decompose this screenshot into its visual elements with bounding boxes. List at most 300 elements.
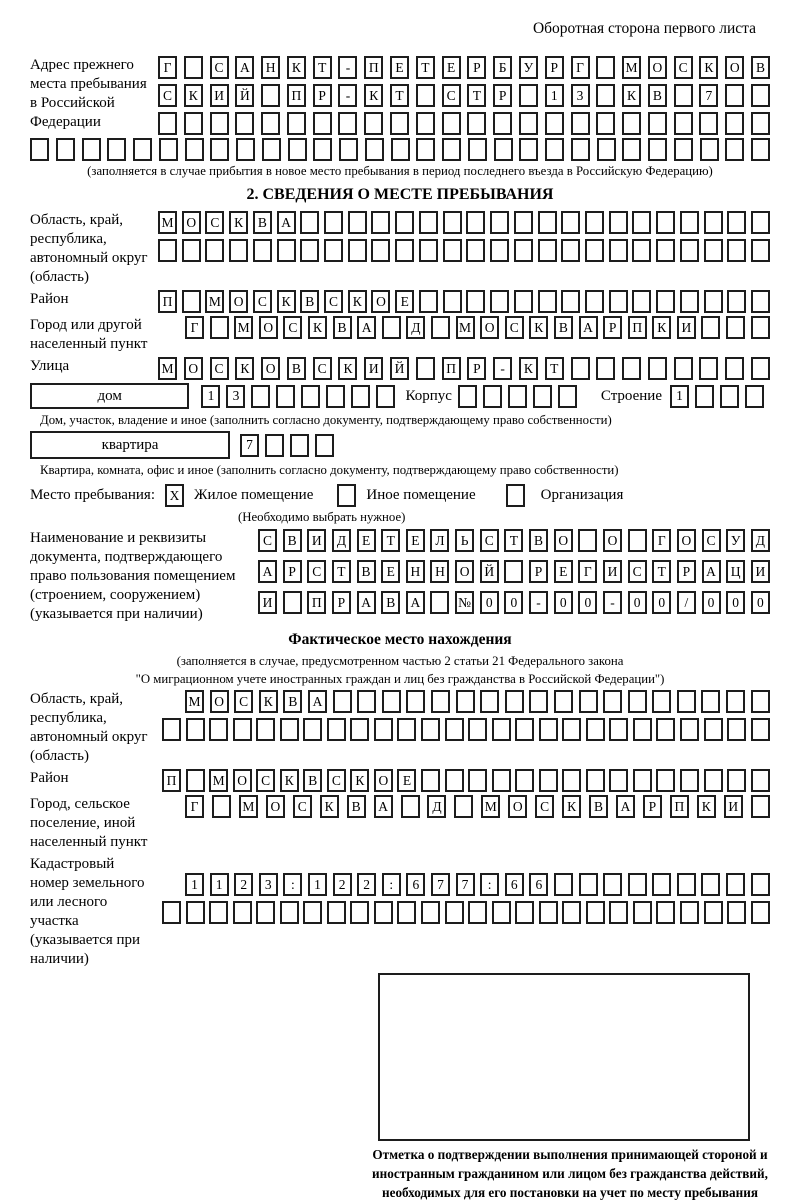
char-cell[interactable]: М bbox=[456, 316, 475, 339]
char-cell[interactable] bbox=[751, 357, 770, 380]
char-cell[interactable] bbox=[350, 718, 369, 741]
char-cell[interactable] bbox=[720, 385, 739, 408]
char-cell[interactable] bbox=[313, 112, 332, 135]
char-cell[interactable]: 0 bbox=[726, 591, 745, 614]
char-cell[interactable] bbox=[466, 290, 485, 313]
char-cell[interactable] bbox=[727, 211, 746, 234]
char-cell[interactable] bbox=[419, 211, 438, 234]
char-cell[interactable] bbox=[376, 385, 395, 408]
char-cell[interactable]: 2 bbox=[333, 873, 352, 896]
char-cell[interactable] bbox=[519, 138, 538, 161]
char-cell[interactable]: Г bbox=[571, 56, 590, 79]
char-cell[interactable] bbox=[504, 560, 523, 583]
char-cell[interactable] bbox=[431, 690, 450, 713]
char-cell[interactable]: Е bbox=[357, 529, 376, 552]
char-cell[interactable]: 7 bbox=[431, 873, 450, 896]
char-cell[interactable] bbox=[539, 718, 558, 741]
char-cell[interactable]: У bbox=[519, 56, 538, 79]
char-cell[interactable]: С bbox=[628, 560, 647, 583]
char-cell[interactable]: П bbox=[364, 56, 383, 79]
char-cell[interactable] bbox=[468, 718, 487, 741]
char-cell[interactable]: Й bbox=[480, 560, 499, 583]
char-cell[interactable]: В bbox=[381, 591, 400, 614]
char-cell[interactable]: П bbox=[442, 357, 461, 380]
char-cell[interactable]: Е bbox=[390, 56, 409, 79]
char-cell[interactable] bbox=[751, 290, 770, 313]
char-cell[interactable] bbox=[561, 290, 580, 313]
char-cell[interactable] bbox=[609, 239, 628, 262]
char-cell[interactable]: А bbox=[374, 795, 393, 818]
char-cell[interactable]: - bbox=[338, 56, 357, 79]
char-cell[interactable] bbox=[704, 211, 723, 234]
char-cell[interactable]: С bbox=[535, 795, 554, 818]
char-cell[interactable] bbox=[327, 718, 346, 741]
char-cell[interactable]: Р bbox=[677, 560, 696, 583]
char-cell[interactable] bbox=[726, 316, 745, 339]
char-cell[interactable]: № bbox=[455, 591, 474, 614]
char-cell[interactable] bbox=[579, 873, 598, 896]
char-cell[interactable]: О bbox=[374, 769, 393, 792]
char-cell[interactable] bbox=[327, 901, 346, 924]
char-cell[interactable]: - bbox=[603, 591, 622, 614]
char-cell[interactable]: О bbox=[480, 316, 499, 339]
char-cell[interactable] bbox=[751, 795, 770, 818]
char-cell[interactable] bbox=[374, 718, 393, 741]
char-cell[interactable]: У bbox=[726, 529, 745, 552]
char-cell[interactable] bbox=[596, 112, 615, 135]
char-cell[interactable]: И bbox=[751, 560, 770, 583]
char-cell[interactable]: Г bbox=[652, 529, 671, 552]
char-cell[interactable] bbox=[261, 112, 280, 135]
char-cell[interactable]: С bbox=[234, 690, 253, 713]
char-cell[interactable] bbox=[751, 901, 770, 924]
char-cell[interactable]: 2 bbox=[357, 873, 376, 896]
char-cell[interactable] bbox=[82, 138, 101, 161]
char-cell[interactable]: К bbox=[287, 56, 306, 79]
char-cell[interactable]: : bbox=[382, 873, 401, 896]
char-cell[interactable] bbox=[492, 769, 511, 792]
char-cell[interactable] bbox=[632, 290, 651, 313]
char-cell[interactable] bbox=[519, 112, 538, 135]
char-cell[interactable] bbox=[656, 901, 675, 924]
char-cell[interactable] bbox=[633, 718, 652, 741]
char-cell[interactable] bbox=[585, 211, 604, 234]
char-cell[interactable]: С bbox=[210, 357, 229, 380]
char-cell[interactable]: П bbox=[162, 769, 181, 792]
char-cell[interactable] bbox=[159, 138, 178, 161]
char-cell[interactable] bbox=[416, 112, 435, 135]
char-cell[interactable] bbox=[300, 211, 319, 234]
char-cell[interactable]: Т bbox=[545, 357, 564, 380]
char-cell[interactable] bbox=[253, 239, 272, 262]
char-cell[interactable] bbox=[283, 591, 302, 614]
char-cell[interactable] bbox=[680, 718, 699, 741]
char-cell[interactable]: М bbox=[185, 690, 204, 713]
char-cell[interactable] bbox=[466, 239, 485, 262]
char-cell[interactable] bbox=[701, 690, 720, 713]
char-cell[interactable] bbox=[609, 901, 628, 924]
char-cell[interactable]: 2 bbox=[234, 873, 253, 896]
char-cell[interactable] bbox=[205, 239, 224, 262]
char-cell[interactable]: М bbox=[158, 357, 177, 380]
char-cell[interactable]: 0 bbox=[751, 591, 770, 614]
char-cell[interactable] bbox=[391, 138, 410, 161]
char-cell[interactable] bbox=[431, 316, 450, 339]
char-cell[interactable]: С bbox=[253, 290, 272, 313]
char-cell[interactable]: Р bbox=[545, 56, 564, 79]
char-cell[interactable] bbox=[597, 138, 616, 161]
char-cell[interactable]: А bbox=[616, 795, 635, 818]
char-cell[interactable]: С bbox=[293, 795, 312, 818]
char-cell[interactable]: М bbox=[205, 290, 224, 313]
checkbox-organization[interactable] bbox=[506, 484, 525, 507]
char-cell[interactable] bbox=[515, 901, 534, 924]
char-cell[interactable] bbox=[158, 239, 177, 262]
char-cell[interactable] bbox=[726, 873, 745, 896]
char-cell[interactable] bbox=[677, 690, 696, 713]
char-cell[interactable]: 0 bbox=[504, 591, 523, 614]
char-cell[interactable]: 1 bbox=[185, 873, 204, 896]
char-cell[interactable]: В bbox=[303, 769, 322, 792]
char-cell[interactable] bbox=[229, 239, 248, 262]
char-cell[interactable]: К bbox=[652, 316, 671, 339]
char-cell[interactable] bbox=[674, 112, 693, 135]
char-cell[interactable]: Д bbox=[406, 316, 425, 339]
char-cell[interactable] bbox=[288, 138, 307, 161]
char-cell[interactable]: К bbox=[350, 769, 369, 792]
char-cell[interactable] bbox=[416, 357, 435, 380]
char-cell[interactable] bbox=[395, 239, 414, 262]
char-cell[interactable] bbox=[182, 239, 201, 262]
char-cell[interactable]: С bbox=[313, 357, 332, 380]
char-cell[interactable]: С bbox=[324, 290, 343, 313]
char-cell[interactable] bbox=[704, 239, 723, 262]
char-cell[interactable] bbox=[186, 901, 205, 924]
char-cell[interactable] bbox=[350, 901, 369, 924]
char-cell[interactable] bbox=[622, 112, 641, 135]
char-cell[interactable]: М bbox=[239, 795, 258, 818]
char-cell[interactable] bbox=[490, 239, 509, 262]
char-cell[interactable]: К bbox=[280, 769, 299, 792]
char-cell[interactable]: Т bbox=[381, 529, 400, 552]
char-cell[interactable] bbox=[680, 769, 699, 792]
char-cell[interactable]: В bbox=[357, 560, 376, 583]
char-cell[interactable] bbox=[468, 901, 487, 924]
char-cell[interactable]: А bbox=[308, 690, 327, 713]
char-cell[interactable] bbox=[538, 239, 557, 262]
char-cell[interactable]: 0 bbox=[480, 591, 499, 614]
char-cell[interactable] bbox=[515, 718, 534, 741]
char-cell[interactable] bbox=[701, 316, 720, 339]
char-cell[interactable] bbox=[751, 211, 770, 234]
char-cell[interactable] bbox=[609, 718, 628, 741]
char-cell[interactable] bbox=[701, 873, 720, 896]
char-cell[interactable] bbox=[514, 290, 533, 313]
char-cell[interactable] bbox=[596, 56, 615, 79]
char-cell[interactable]: О bbox=[648, 56, 667, 79]
char-cell[interactable] bbox=[628, 873, 647, 896]
char-cell[interactable]: Г bbox=[158, 56, 177, 79]
char-cell[interactable]: И bbox=[307, 529, 326, 552]
char-cell[interactable]: И bbox=[210, 84, 229, 107]
char-cell[interactable] bbox=[395, 211, 414, 234]
char-cell[interactable]: В bbox=[751, 56, 770, 79]
char-cell[interactable]: Р bbox=[643, 795, 662, 818]
char-cell[interactable]: М bbox=[209, 769, 228, 792]
char-cell[interactable] bbox=[290, 434, 309, 457]
char-cell[interactable]: А bbox=[235, 56, 254, 79]
char-cell[interactable]: 0 bbox=[628, 591, 647, 614]
char-cell[interactable]: К bbox=[364, 84, 383, 107]
char-cell[interactable]: Й bbox=[235, 84, 254, 107]
char-cell[interactable] bbox=[622, 357, 641, 380]
char-cell[interactable] bbox=[419, 290, 438, 313]
char-cell[interactable]: 6 bbox=[505, 873, 524, 896]
char-cell[interactable] bbox=[442, 112, 461, 135]
char-cell[interactable] bbox=[443, 211, 462, 234]
char-cell[interactable]: О bbox=[603, 529, 622, 552]
char-cell[interactable]: А bbox=[357, 316, 376, 339]
char-cell[interactable] bbox=[351, 385, 370, 408]
char-cell[interactable]: К bbox=[529, 316, 548, 339]
char-cell[interactable]: - bbox=[529, 591, 548, 614]
char-cell[interactable]: С bbox=[158, 84, 177, 107]
char-cell[interactable] bbox=[674, 84, 693, 107]
char-cell[interactable]: 1 bbox=[545, 84, 564, 107]
char-cell[interactable]: Г bbox=[578, 560, 597, 583]
char-cell[interactable]: Т bbox=[652, 560, 671, 583]
char-cell[interactable]: Б bbox=[493, 56, 512, 79]
char-cell[interactable]: Е bbox=[406, 529, 425, 552]
char-cell[interactable]: К bbox=[622, 84, 641, 107]
char-cell[interactable]: П bbox=[670, 795, 689, 818]
char-cell[interactable]: 1 bbox=[201, 385, 220, 408]
char-cell[interactable] bbox=[648, 112, 667, 135]
char-cell[interactable] bbox=[700, 138, 719, 161]
char-cell[interactable] bbox=[209, 901, 228, 924]
char-cell[interactable] bbox=[751, 112, 770, 135]
char-cell[interactable] bbox=[727, 901, 746, 924]
char-cell[interactable] bbox=[468, 769, 487, 792]
char-cell[interactable] bbox=[186, 718, 205, 741]
char-cell[interactable]: К bbox=[320, 795, 339, 818]
char-cell[interactable] bbox=[416, 84, 435, 107]
char-cell[interactable] bbox=[468, 138, 487, 161]
char-cell[interactable] bbox=[466, 211, 485, 234]
char-cell[interactable]: Р bbox=[603, 316, 622, 339]
char-cell[interactable] bbox=[751, 316, 770, 339]
char-cell[interactable] bbox=[652, 690, 671, 713]
char-cell[interactable] bbox=[562, 901, 581, 924]
char-cell[interactable] bbox=[622, 138, 641, 161]
char-cell[interactable] bbox=[596, 84, 615, 107]
char-cell[interactable] bbox=[578, 529, 597, 552]
char-cell[interactable]: О bbox=[554, 529, 573, 552]
char-cell[interactable] bbox=[235, 112, 254, 135]
char-cell[interactable] bbox=[680, 290, 699, 313]
char-cell[interactable]: М bbox=[481, 795, 500, 818]
char-cell[interactable] bbox=[480, 690, 499, 713]
char-cell[interactable] bbox=[210, 316, 229, 339]
char-cell[interactable] bbox=[261, 84, 280, 107]
char-cell[interactable] bbox=[656, 211, 675, 234]
char-cell[interactable]: Е bbox=[381, 560, 400, 583]
char-cell[interactable] bbox=[515, 769, 534, 792]
char-cell[interactable] bbox=[280, 901, 299, 924]
char-cell[interactable] bbox=[656, 718, 675, 741]
char-cell[interactable] bbox=[586, 901, 605, 924]
char-cell[interactable] bbox=[236, 138, 255, 161]
char-cell[interactable]: - bbox=[493, 357, 512, 380]
char-cell[interactable] bbox=[533, 385, 552, 408]
char-cell[interactable]: С bbox=[674, 56, 693, 79]
char-cell[interactable] bbox=[209, 718, 228, 741]
char-cell[interactable] bbox=[133, 138, 152, 161]
char-cell[interactable]: О bbox=[455, 560, 474, 583]
char-cell[interactable] bbox=[184, 112, 203, 135]
char-cell[interactable] bbox=[632, 239, 651, 262]
char-cell[interactable]: Д bbox=[427, 795, 446, 818]
char-cell[interactable]: Г bbox=[185, 795, 204, 818]
char-cell[interactable] bbox=[233, 718, 252, 741]
char-cell[interactable]: Й bbox=[390, 357, 409, 380]
char-cell[interactable]: А bbox=[702, 560, 721, 583]
char-cell[interactable]: И bbox=[603, 560, 622, 583]
char-cell[interactable]: А bbox=[258, 560, 277, 583]
char-cell[interactable]: О bbox=[182, 211, 201, 234]
char-cell[interactable] bbox=[699, 357, 718, 380]
char-cell[interactable] bbox=[571, 357, 590, 380]
char-cell[interactable] bbox=[558, 385, 577, 408]
char-cell[interactable] bbox=[445, 901, 464, 924]
char-cell[interactable]: Е bbox=[554, 560, 573, 583]
char-cell[interactable] bbox=[751, 718, 770, 741]
char-cell[interactable] bbox=[656, 239, 675, 262]
char-cell[interactable]: Р bbox=[467, 357, 486, 380]
char-cell[interactable] bbox=[704, 290, 723, 313]
char-cell[interactable]: В bbox=[283, 690, 302, 713]
char-cell[interactable]: : bbox=[480, 873, 499, 896]
char-cell[interactable] bbox=[382, 690, 401, 713]
char-cell[interactable]: А bbox=[406, 591, 425, 614]
char-cell[interactable] bbox=[514, 239, 533, 262]
char-cell[interactable]: В bbox=[300, 290, 319, 313]
char-cell[interactable]: И bbox=[364, 357, 383, 380]
char-cell[interactable] bbox=[365, 138, 384, 161]
char-cell[interactable] bbox=[677, 873, 696, 896]
char-cell[interactable] bbox=[490, 290, 509, 313]
char-cell[interactable]: О bbox=[210, 690, 229, 713]
char-cell[interactable] bbox=[725, 357, 744, 380]
char-cell[interactable] bbox=[633, 901, 652, 924]
char-cell[interactable] bbox=[538, 290, 557, 313]
char-cell[interactable] bbox=[371, 211, 390, 234]
char-cell[interactable] bbox=[562, 769, 581, 792]
checkbox-other-premises[interactable] bbox=[337, 484, 356, 507]
char-cell[interactable] bbox=[609, 769, 628, 792]
char-cell[interactable] bbox=[586, 718, 605, 741]
char-cell[interactable]: 3 bbox=[571, 84, 590, 107]
char-cell[interactable] bbox=[56, 138, 75, 161]
char-cell[interactable] bbox=[554, 873, 573, 896]
char-cell[interactable] bbox=[680, 211, 699, 234]
char-cell[interactable]: Е bbox=[397, 769, 416, 792]
char-cell[interactable] bbox=[539, 901, 558, 924]
char-cell[interactable] bbox=[585, 239, 604, 262]
char-cell[interactable]: 7 bbox=[456, 873, 475, 896]
char-cell[interactable]: И bbox=[724, 795, 743, 818]
char-cell[interactable]: И bbox=[258, 591, 277, 614]
char-cell[interactable] bbox=[339, 138, 358, 161]
char-cell[interactable]: 7 bbox=[699, 84, 718, 107]
char-cell[interactable] bbox=[726, 690, 745, 713]
char-cell[interactable] bbox=[184, 56, 203, 79]
char-cell[interactable] bbox=[656, 290, 675, 313]
char-cell[interactable] bbox=[539, 769, 558, 792]
char-cell[interactable] bbox=[348, 239, 367, 262]
char-cell[interactable] bbox=[727, 290, 746, 313]
char-cell[interactable] bbox=[430, 591, 449, 614]
char-cell[interactable]: К bbox=[699, 56, 718, 79]
char-cell[interactable]: 7 bbox=[240, 434, 259, 457]
char-cell[interactable] bbox=[680, 901, 699, 924]
char-cell[interactable] bbox=[324, 211, 343, 234]
char-cell[interactable] bbox=[545, 112, 564, 135]
char-cell[interactable] bbox=[262, 138, 281, 161]
char-cell[interactable]: К bbox=[235, 357, 254, 380]
char-cell[interactable]: Р bbox=[467, 56, 486, 79]
char-cell[interactable]: С bbox=[505, 316, 524, 339]
char-cell[interactable]: - bbox=[338, 84, 357, 107]
char-cell[interactable] bbox=[456, 690, 475, 713]
char-cell[interactable]: К bbox=[308, 316, 327, 339]
char-cell[interactable] bbox=[725, 84, 744, 107]
char-cell[interactable] bbox=[442, 138, 461, 161]
char-cell[interactable] bbox=[421, 718, 440, 741]
char-cell[interactable]: В bbox=[529, 529, 548, 552]
char-cell[interactable] bbox=[315, 434, 334, 457]
char-cell[interactable]: / bbox=[677, 591, 696, 614]
char-cell[interactable] bbox=[357, 690, 376, 713]
char-cell[interactable]: 3 bbox=[259, 873, 278, 896]
char-cell[interactable] bbox=[492, 901, 511, 924]
char-cell[interactable] bbox=[674, 138, 693, 161]
char-cell[interactable] bbox=[699, 112, 718, 135]
char-cell[interactable]: Г bbox=[185, 316, 204, 339]
char-cell[interactable] bbox=[596, 357, 615, 380]
char-cell[interactable]: Т bbox=[390, 84, 409, 107]
char-cell[interactable]: К bbox=[519, 357, 538, 380]
char-cell[interactable]: О bbox=[184, 357, 203, 380]
char-cell[interactable] bbox=[348, 211, 367, 234]
char-cell[interactable]: Д bbox=[751, 529, 770, 552]
char-cell[interactable] bbox=[704, 769, 723, 792]
char-cell[interactable] bbox=[251, 385, 270, 408]
char-cell[interactable] bbox=[529, 690, 548, 713]
char-cell[interactable] bbox=[545, 138, 564, 161]
char-cell[interactable] bbox=[390, 112, 409, 135]
char-cell[interactable]: 1 bbox=[670, 385, 689, 408]
char-cell[interactable] bbox=[303, 718, 322, 741]
char-cell[interactable]: 6 bbox=[529, 873, 548, 896]
char-cell[interactable] bbox=[277, 239, 296, 262]
char-cell[interactable]: Т bbox=[313, 56, 332, 79]
char-cell[interactable] bbox=[443, 290, 462, 313]
char-cell[interactable] bbox=[301, 385, 320, 408]
char-cell[interactable] bbox=[313, 138, 332, 161]
char-cell[interactable]: Д bbox=[332, 529, 351, 552]
char-cell[interactable]: : bbox=[283, 873, 302, 896]
